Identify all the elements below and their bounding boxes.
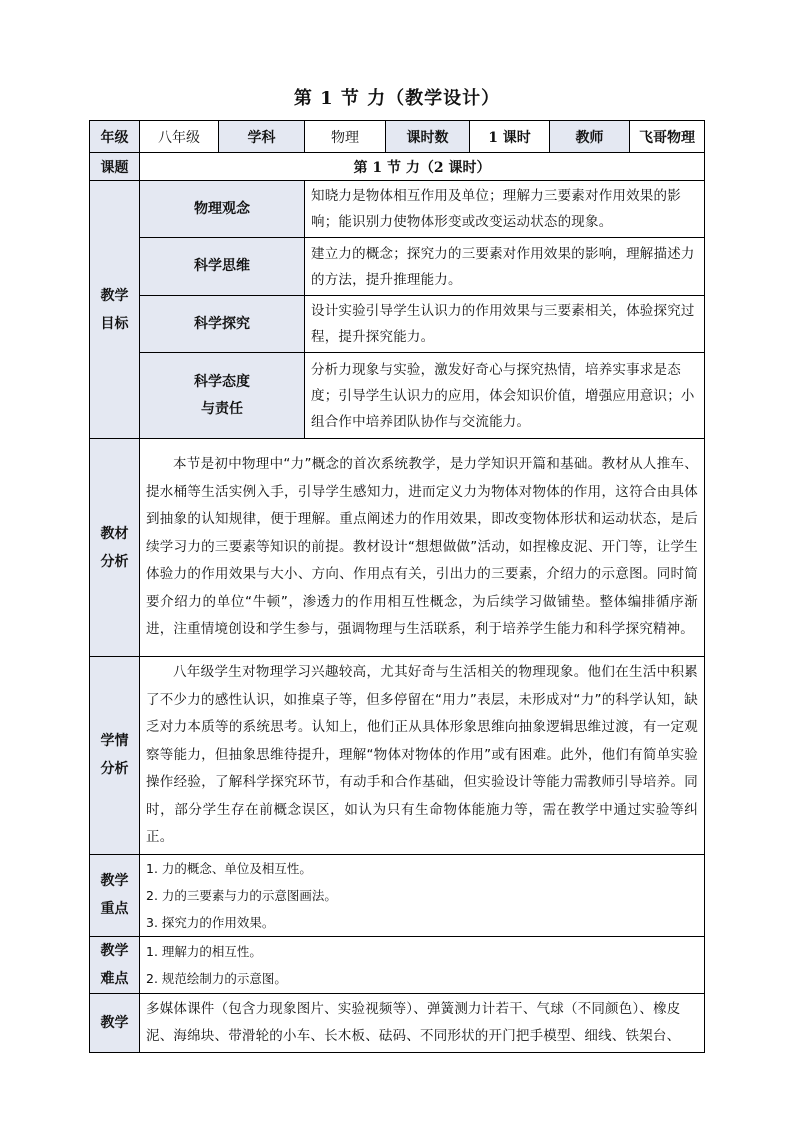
material-label-line2: 分析 <box>100 553 129 570</box>
goal-text: 建立力的概念；探究力的三要素对作用效果的影响，理解描述力的方法，提升推理能力。 <box>305 238 705 296</box>
list-item: 1. 理解力的相互性。 <box>146 943 262 959</box>
key-points-label <box>90 854 140 936</box>
students-label <box>90 657 140 855</box>
list-item: 3. 探究力的作用效果。 <box>146 914 275 930</box>
topic-label: 课题 <box>90 153 140 181</box>
goal-name-line2: 与责任 <box>201 400 243 417</box>
goal-row <box>90 238 705 296</box>
lesson-plan-table <box>89 120 705 1053</box>
subject-label: 学科 <box>219 121 305 153</box>
students-label-line1: 学情 <box>100 733 129 750</box>
difficulties-list <box>140 936 705 993</box>
difficulties-label <box>90 936 140 993</box>
key-points-label-line1: 教学 <box>100 873 129 889</box>
list-item: 1. 力的概念、单位及相互性。 <box>146 860 312 876</box>
goal-row <box>90 353 705 439</box>
goal-name: 物理观念 <box>140 181 305 238</box>
teacher-value: 飞哥物理 <box>630 121 705 153</box>
goal-text: 知晓力是物体相互作用及单位；理解力三要素对作用效果的影响；能识别力使物体形变或改变运动状态的现象。 <box>305 181 705 238</box>
teacher-label: 教师 <box>550 121 630 153</box>
key-points-row <box>90 854 705 936</box>
topic-row <box>90 153 705 181</box>
students-label-line2: 分析 <box>100 761 129 778</box>
difficulties-row <box>90 936 705 993</box>
list-item: 2. 规范绘制力的示意图。 <box>146 970 287 986</box>
goal-text: 设计实验引导学生认识力的作用效果与三要素相关，体验探究过程，提升探究能力。 <box>305 296 705 353</box>
goal-text: 分析力现象与实验，激发好奇心与探究热情，培养实事求是态度；引导学生认识力的应用，体会知识价值，增强应用意识；小组合作中培养团队协作与交流能力。 <box>305 353 705 439</box>
goal-name: 科学思维 <box>140 238 305 296</box>
resources-text: 多媒体课件（包含力现象图片、实验视频等）、弹簧测力计若干、气球（不同颜色）、橡皮泥、海绵块、带滑轮的小车、长木板、砝码、不同形状的开门把手模型、细线、铁架台、 <box>140 993 705 1052</box>
difficulties-label-line1: 教学 <box>100 942 129 959</box>
topic-value: 第 1 节 力（2 课时） <box>140 153 705 181</box>
subject-value: 物理 <box>305 121 386 153</box>
students-text: 八年级学生对物理学习兴趣较高，尤其好奇与生活相关的物理现象。他们在生活中积累了不少力的感性认识，如推桌子等，但多停留在“用力”表层，未形成对“力”的科学认知，缺乏对力本质等的系统思考。认知上，他们正从具体形象思维向抽象逻辑思维过渡，有一定观察等能力，但抽象思维待提升，理解“物体对物体的作用”或有困难。此外，他们有简单实验操作经验，了解科学探究环节，有动手和合作基础，但实验设计等能力需教师引导培养。同时，部分学生存在前概念误区，如认为只有生命物体能施力等，需在教学中通过实验等纠正。 <box>140 657 705 855</box>
material-text: 本节是初中物理中“力”概念的首次系统教学，是力学知识开篇和基础。教材从人推车、提水桶等生活实例入手，引导学生感知力，进而定义力为物体对物体的作用，这符合由具体到抽象的认知规律，便于理解。重点阐述力的作用效果，即改变物体形状和运动状态，是后续学习力的三要素等知识的前提。教材设计“想想做做”活动，如捏橡皮泥、开门等，让学生体验力的作用效果与大小、方向、作用点有关，引出力的三要素，介绍力的示意图。同时简要介绍力的单位“牛顿”，渗透力的作用相互性概念，为后续学习做铺垫。整体编排循序渐进，注重情境创设和学生参与，强调物理与生活联系，利于培养学生能力和科学探究精神。 <box>140 439 705 657</box>
difficulties-label-line2: 难点 <box>100 970 129 987</box>
goals-label-line2: 目标 <box>100 315 129 332</box>
material-label-line1: 教材 <box>100 525 129 542</box>
hours-value: 1 课时 <box>470 121 550 153</box>
hours-label: 课时数 <box>386 121 470 153</box>
key-points-list <box>140 854 705 936</box>
goal-name <box>140 353 305 439</box>
students-row <box>90 657 705 855</box>
material-row <box>90 439 705 657</box>
grade-label: 年级 <box>90 121 140 153</box>
goals-label-line1: 教学 <box>100 287 129 304</box>
resources-row <box>90 993 705 1052</box>
list-item: 2. 力的三要素与力的示意图画法。 <box>146 887 337 903</box>
grade-value: 八年级 <box>140 121 219 153</box>
goals-label <box>90 181 140 439</box>
material-label <box>90 439 140 657</box>
key-points-label-line2: 重点 <box>100 901 129 917</box>
goal-name-line1: 科学态度 <box>194 373 250 390</box>
goal-name: 科学探究 <box>140 296 305 353</box>
goal-row <box>90 181 705 238</box>
document-title: 第 1 节 力（教学设计） <box>293 88 501 109</box>
resources-label: 教学 <box>90 993 140 1052</box>
header-row <box>90 121 705 153</box>
goal-row <box>90 296 705 353</box>
